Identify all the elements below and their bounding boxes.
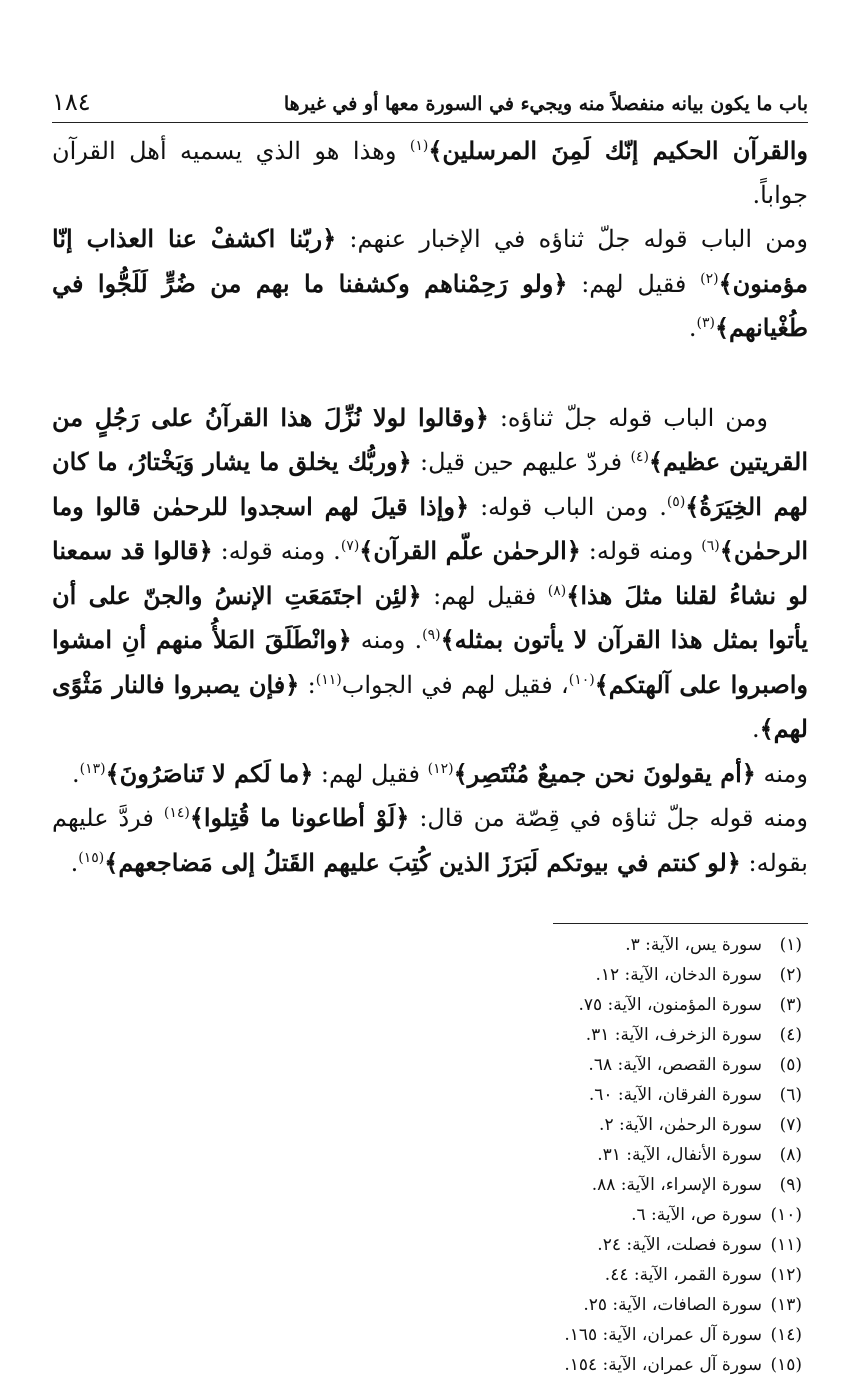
footnote-marker: (١١) <box>315 671 342 688</box>
footnote-marker: (١٢) <box>427 760 454 777</box>
quran-quote: ﴿قالوا قد سمعنا لو نشاءُ لقلنا مثلَ هذا﴾ <box>52 536 809 610</box>
footnote-item <box>52 960 808 990</box>
body-text: ومنه <box>755 759 808 788</box>
footnote-number: (٧) <box>779 1115 802 1135</box>
body-text: فقيل لهم: <box>567 269 701 298</box>
footnote-marker: (٣) <box>696 315 715 331</box>
footnote-item <box>52 1020 808 1050</box>
footnote-text: سورة الدخان، الآية: ١٢. <box>595 965 762 985</box>
footnote-number: (٤) <box>779 1025 802 1045</box>
footnote-number: (٣) <box>779 995 802 1015</box>
footnote-marker: (١٥) <box>78 849 105 866</box>
running-header <box>52 88 808 123</box>
footnote-marker: (٥) <box>666 493 686 510</box>
paragraph-2 <box>52 396 808 752</box>
body-text: . <box>71 759 80 788</box>
footnote-marker: (٩) <box>422 627 441 643</box>
footnote-item <box>52 1200 808 1230</box>
quran-quote: ﴿وإذا قيلَ لهم اسجدوا للرحمٰن قالوا وما الرحمٰن﴾ <box>52 491 809 565</box>
quran-quote: ﴿الرحمٰن علّم القرآن﴾ <box>359 536 581 565</box>
body-text: . <box>70 848 79 877</box>
footnote-marker: (٤) <box>630 449 649 465</box>
body-text: ومن الباب قوله جلّ ثناؤه: <box>488 403 768 432</box>
body-text: فقيل لهم: <box>313 759 428 788</box>
page-number: ١٨٤ <box>52 88 91 116</box>
footnote-text: سورة فصلت، الآية: ٢٤. <box>597 1235 762 1255</box>
footnote-text: سورة ص، الآية: ٦. <box>631 1205 762 1225</box>
footnote-marker: (١٣) <box>79 760 106 777</box>
footnote-marker: (١) <box>409 138 429 154</box>
footnote-marker: (٨) <box>547 582 567 599</box>
quran-quote: ﴿ربّنا اكشفْ عنا العذاب إنّا مؤمنون﴾ <box>52 224 808 298</box>
body-text: . <box>751 715 760 743</box>
body-text: وهذا هو الذي يسميه أهل القرآن جواباً. <box>52 137 808 209</box>
footnote-item <box>52 1260 808 1290</box>
footnote-item <box>52 1230 808 1260</box>
footnote-marker: (٦) <box>701 538 720 554</box>
body-text: فردّ عليهم حين قيل: <box>411 448 631 476</box>
footnote-number: (٦) <box>779 1085 802 1105</box>
footnote-marker: (١٠) <box>568 671 595 688</box>
quran-quote: ﴿وربُّك يخلق ما يشار وَيَخْتارُ، ما كان لهم الخِيَرَةُ﴾ <box>52 447 809 521</box>
body-text: . ومنه قوله: <box>212 537 341 565</box>
body-text: ومنه قوله: <box>580 537 702 565</box>
quran-quote: ﴿أم يقولونَ نحن جميعٌ مُنْتَصِر﴾ <box>453 758 756 788</box>
body-text: ومن الباب قوله جلّ ثناؤه في الإخبار عنهم: <box>336 225 808 253</box>
book-page <box>52 88 808 1380</box>
footnote-text: سورة آل عمران، الآية: ١٦٥. <box>564 1325 762 1345</box>
footnote-text: سورة الإسراء، الآية: ٨٨. <box>591 1175 762 1195</box>
footnote-marker: (١٤) <box>163 805 190 821</box>
footnote-number: (٨) <box>779 1145 802 1165</box>
quran-quote: ﴿ما لَكم لا تَناصَرُونَ﴾ <box>105 758 314 788</box>
footnote-number: (٥) <box>779 1055 802 1075</box>
footnote-text: سورة الأنفال، الآية: ٣١. <box>597 1145 762 1165</box>
footnote-text: سورة القصص، الآية: ٦٨. <box>588 1055 762 1075</box>
footnote-number: (١) <box>779 935 802 955</box>
footnote-text: سورة الرحمٰن، الآية: ٢. <box>599 1115 762 1135</box>
footnote-item <box>52 930 808 960</box>
footnote-item <box>52 990 808 1020</box>
footnote-marker: (٢) <box>700 270 719 287</box>
running-title: باب ما يكون بيانه منفصلاً منه ويجيء في السورة معها أو في غيرها <box>283 93 808 115</box>
footnote-item <box>52 1170 808 1200</box>
quran-quote: ﴿لو كنتم في بيوتكم لَبَرَزَ الذين كُتِبَ عليهم القَتلُ إلى مَضاجعهم﴾ <box>104 847 741 877</box>
footnote-item <box>52 1290 808 1320</box>
footnote-number: (١٣) <box>770 1295 802 1315</box>
quran-quote: ﴿فإن يصبروا فالنار مَثْوًى لهم﴾ <box>52 669 808 743</box>
body-text: فردَّ عليهم بقوله: <box>52 804 808 877</box>
body-text: . ومنه <box>351 626 423 654</box>
footnote-number: (١١) <box>770 1235 802 1255</box>
footnote-marker: (٧) <box>340 538 360 554</box>
quran-quote: ﴿لئِن اجتَمَعَتِ الإنسُ والجنّ على أن يأتوا بمثل هذا القرآن لا يأتون بمثله﴾ <box>52 580 808 654</box>
footnote-number: (١٢) <box>770 1265 802 1285</box>
footnote-item <box>52 1320 808 1350</box>
footnote-number: (١٠) <box>770 1205 802 1225</box>
quran-quote: ﴿ولو رَحِمْناهم وكشفنا ما بهم من ضُرٍّ لَلَجُّوا في طُغْيانهم﴾ <box>52 268 808 342</box>
footnote-item <box>52 1140 808 1170</box>
footnote-number: (٩) <box>779 1175 802 1195</box>
footnote-item <box>52 1080 808 1110</box>
footnote-text: سورة يس، الآية: ٣. <box>625 935 762 955</box>
footnote-text: سورة الصافات، الآية: ٢٥. <box>583 1295 762 1315</box>
footnote-text: سورة الزخرف، الآية: ٣١. <box>585 1025 762 1045</box>
footnote-text: سورة المؤمنون، الآية: ٧٥. <box>578 995 762 1015</box>
body-text: ، فقيل لهم في الجواب <box>341 670 569 699</box>
footnote-item <box>52 1050 808 1080</box>
body-text: : <box>299 670 316 699</box>
footnote-text: سورة الفرقان، الآية: ٦٠. <box>588 1085 762 1105</box>
footnotes-list <box>52 930 808 1380</box>
paragraph-4 <box>52 796 808 885</box>
paragraph-3 <box>52 752 808 797</box>
body-text: ومنه قوله جلّ ثناؤه في قِصّة من قال: <box>409 804 809 832</box>
body-text: . <box>688 314 697 342</box>
main-text <box>52 129 808 885</box>
quran-quote: ﴿وقالوا لولا نُزِّلَ هذا القرآنُ على رَجُلٍ من القريتين عظيم﴾ <box>52 402 809 476</box>
footnote-number: (٢) <box>779 965 802 985</box>
quran-quote: ﴿لَوْ أطاعونا ما قُتِلوا﴾ <box>189 803 410 832</box>
body-text: . ومن الباب قوله: <box>469 492 667 521</box>
footnote-separator <box>553 923 808 924</box>
body-text: فقيل لهم: <box>421 581 548 610</box>
paragraph-1: والقرآن الحكيم إنّك لَمِنَ المرسلين﴾$^{(١)}$ وهذا هو الذي يسميه أهل القرآن جواباً. ومن الباب قوله جلّ ثناؤه في الإخبار عنهم: ﴿ربّنا اكشفْ عنا العذاب إنّا مؤمنون﴾$^{(٢)}$ فقيل لهم: ﴿ولو رَحِمْناهم وكشفنا ما بهم من ضُرٍّ لَلَجُّوا في طُغْيانهم﴾$^{(٣)}$. <box>52 136 808 342</box>
footnote-number: (١٥) <box>770 1355 802 1375</box>
quran-quote: ﴿وانْطَلَقَ المَلأُ منهم أنِ امشوا واصبروا على آلهتكم﴾ <box>52 625 809 699</box>
footnote-text: سورة القمر، الآية: ٤٤. <box>604 1265 762 1285</box>
footnote-number: (١٤) <box>770 1325 802 1345</box>
footnote-item <box>52 1110 808 1140</box>
footnote-item <box>52 1350 808 1380</box>
quran-quote: والقرآن الحكيم إنّك لَمِنَ المرسلين <box>442 136 808 165</box>
footnote-text: سورة آل عمران، الآية: ١٥٤. <box>564 1355 762 1375</box>
